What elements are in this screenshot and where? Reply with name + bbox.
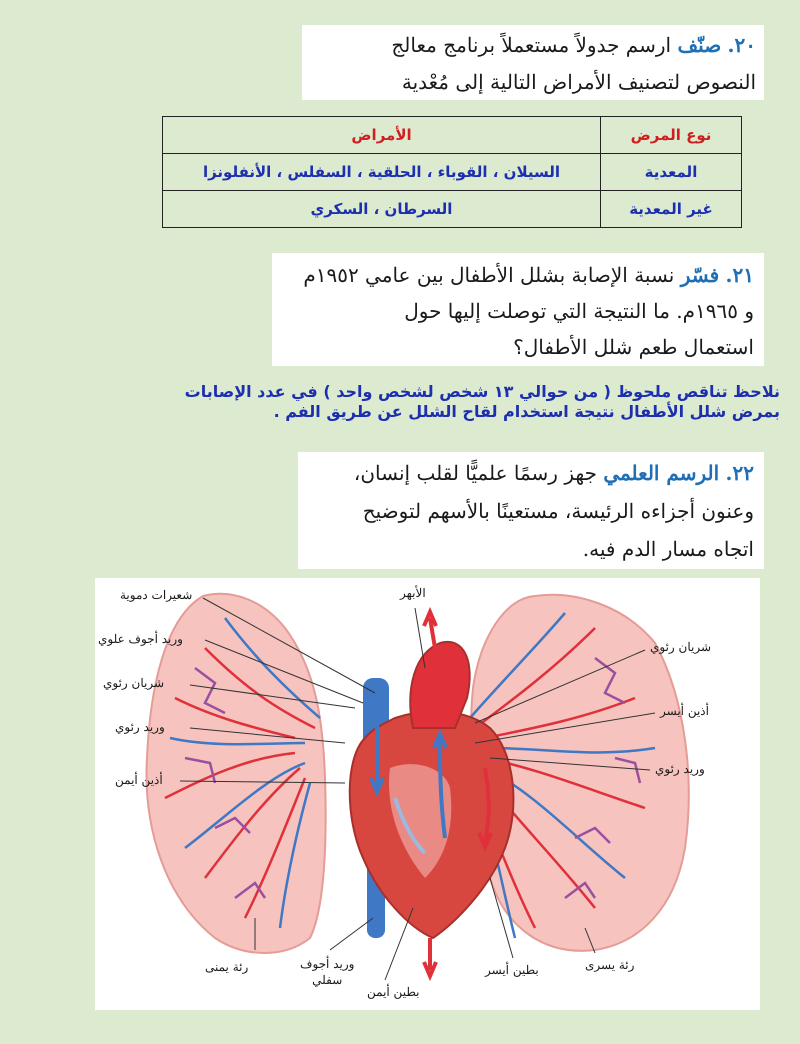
question-21-line-3: استعمال طعم شلل الأطفال؟: [513, 335, 754, 359]
question-22-line-3: اتجاه مسار الدم فيه.: [582, 537, 754, 561]
question-20: [302, 25, 764, 100]
table-row: [163, 191, 742, 228]
label-inferior-vena-cava-line-2: سفلي: [312, 973, 343, 987]
label-left-lung: رئة يسرى: [585, 958, 635, 972]
question-21: [272, 253, 764, 366]
label-pulmonary-artery-right: شريان رئوي: [103, 676, 165, 690]
question-22-line-2: وعنون أجزاءه الرئيسة، مستعينًا بالأسهم لتوضيح: [362, 499, 754, 523]
table-header-row: [163, 117, 742, 154]
label-inferior-vena-cava: [300, 956, 354, 988]
question-keyword: الرسم العلمي: [603, 461, 720, 485]
question-text: نسبة الإصابة بشلل الأطفال بين عامي ١٩٥٢م: [303, 263, 675, 287]
label-superior-vena-cava: وريد أجوف علوي: [98, 632, 183, 646]
table-row: [163, 154, 742, 191]
question-20-line-1: [308, 27, 756, 64]
disease-classification-table: [162, 116, 742, 228]
question-number: ٢٢.: [725, 461, 754, 485]
question-21-line-2: و ١٩٦٥م. ما النتيجة التي توصلت إليها حول: [404, 299, 754, 323]
answer-text: [150, 382, 780, 422]
cell-diseases: السيلان ، القوباء ، الحلقية ، السفلس ، الأنفلونزا: [163, 154, 601, 191]
question-number: ٢٠.: [727, 33, 756, 57]
cell-type: المعدية: [601, 154, 742, 191]
answer-line-1: نلاحظ تناقص ملحوظ ( من حوالي ١٣ شخص لشخص واحد ) في عدد الإصابات: [184, 382, 780, 401]
label-right-ventricle: بطين أيمن: [367, 985, 420, 999]
question-keyword: صنّف: [677, 33, 722, 57]
question-21-line-1: [278, 257, 754, 293]
cell-type: غير المعدية: [601, 191, 742, 228]
header-diseases: الأمراض: [163, 117, 601, 154]
label-left-atrium: أذين أيسر: [660, 704, 709, 718]
question-number: ٢١.: [725, 263, 754, 287]
label-right-atrium: أذين أيمن: [115, 773, 163, 787]
label-left-ventricle: بطين أيسر: [485, 963, 539, 977]
aorta: [410, 642, 469, 728]
cell-diseases: السرطان ، السكري: [163, 191, 601, 228]
label-pulmonary-vein-left: وريد رئوي: [115, 720, 165, 734]
header-disease-type: نوع المرض: [601, 117, 742, 154]
label-aorta: الأبهر: [400, 586, 426, 600]
question-22-line-1: [304, 454, 754, 492]
question-keyword: فسّر: [680, 263, 720, 287]
heart-lungs-figure: [95, 578, 760, 1010]
label-inferior-vena-cava-line-1: وريد أجوف: [300, 957, 355, 971]
label-right-lung: رئة يمنى: [205, 960, 249, 974]
label-capillaries: شعيرات دموية: [120, 588, 193, 602]
answer-line-2: بمرض شلل الأطفال نتيجة استخدام لقاح الشلل عن طريق الفم .: [273, 402, 780, 421]
question-20-line-2: النصوص لتصنيف الأمراض التالية إلى مُعْدية: [401, 70, 756, 94]
right-lung: [147, 594, 326, 953]
label-pulmonary-artery-left: شريان رئوي: [650, 640, 712, 654]
question-text: جهز رسمًا علميًّا لقلب إنسان،: [353, 461, 597, 485]
question-text: ارسم جدولاً مستعملاً برنامج معالج: [391, 33, 672, 57]
label-pulmonary-vein-right: وريد رئوي: [655, 762, 705, 776]
question-22: [298, 452, 764, 569]
